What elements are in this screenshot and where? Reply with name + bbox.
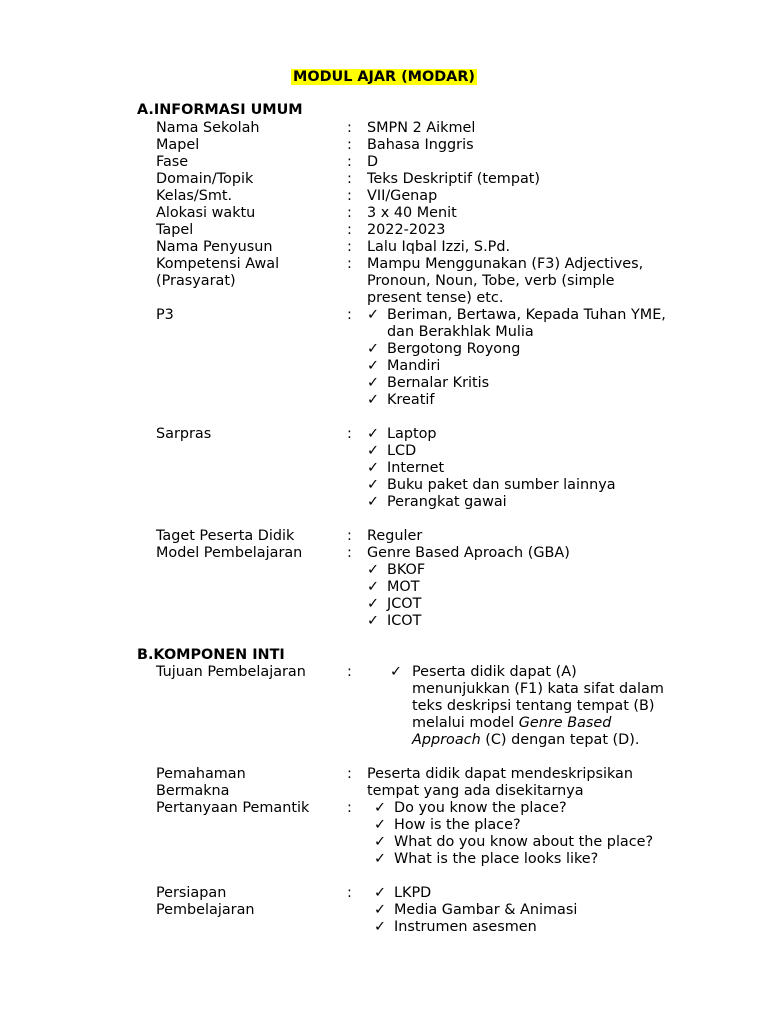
sarpras-item: ✓ LCD <box>367 443 417 459</box>
document-title: MODUL AJAR (MODAR) <box>293 69 475 85</box>
pertanyaan-item: ✓ How is the place? <box>374 817 521 833</box>
section-b-heading: B.KOMPONEN INTI <box>137 647 285 663</box>
check-icon: ✓ <box>367 613 380 629</box>
row-alokasi: Alokasi waktu : 3 x 40 Menit <box>156 205 457 221</box>
p3-item: ✓ Kreatif <box>367 392 435 408</box>
model-item: ✓ MOT <box>367 579 420 595</box>
check-icon: ✓ <box>367 443 380 459</box>
p3-item: ✓ Bernalar Kritis <box>367 375 490 391</box>
row-p3: P3 : ✓ Beriman, Bertawa, Kepada Tuhan YME, <box>156 307 666 323</box>
model-item: ✓ JCOT <box>367 596 422 612</box>
row-tujuan: Tujuan Pembelajaran : ✓ Peserta didik dapat (A) <box>156 664 577 680</box>
row-penyusun: Nama Penyusun : Lalu Iqbal Izzi, S.Pd. <box>156 239 511 255</box>
pertanyaan-item: ✓ Do you know the place? <box>374 800 567 816</box>
check-icon: ✓ <box>374 902 387 918</box>
row-kelas: Kelas/Smt. : VII/Genap <box>156 188 438 204</box>
check-icon: ✓ <box>367 562 380 578</box>
check-icon: ✓ <box>367 307 380 323</box>
persiapan-item: ✓ Media Gambar & Animasi <box>374 902 578 918</box>
row-pertanyaan: Pertanyaan Pemantik : ✓ Do you know the place? <box>156 800 567 816</box>
komponen-inti-table: Tujuan Pembelajaran : ✓ Peserta didik dapat (A) menunjukkan (F1) kata sifat dalam teks deskripsi tentang tempat (B) melalui model Genre Based Approach (C) dengan tepat (D). Pemahaman : Peserta didik dapat mendeskripsikan Bermakna tempat yang ada disekitarnya Pertanyaan Pemantik : ✓ Do you know the place? ✓ How is the place? ✓ What do you know about the place? ✓ What is the place looks like? Persiapan : ✓ LKPD Pembelajaran ✓ Media Gambar & Animasi ✓ Instrumen asesmen <box>0 664 768 936</box>
check-icon: ✓ <box>367 375 380 391</box>
row-mapel: Mapel : Bahasa Inggris <box>156 137 474 153</box>
row-nama-sekolah: Nama Sekolah : SMPN 2 Aikmel <box>156 120 476 136</box>
check-icon: ✓ <box>374 851 387 867</box>
check-icon: ✓ <box>374 919 387 935</box>
check-icon: ✓ <box>374 885 387 901</box>
check-icon: ✓ <box>367 426 380 442</box>
check-icon: ✓ <box>374 834 387 850</box>
row-target: Taget Peserta Didik : Reguler <box>156 528 423 544</box>
check-icon: ✓ <box>367 341 380 357</box>
check-icon: ✓ <box>374 817 387 833</box>
pertanyaan-item: ✓ What do you know about the place? <box>374 834 654 850</box>
p3-item: ✓ Beriman, Bertawa, Kepada Tuhan YME, <box>367 307 666 323</box>
sarpras-item: ✓ Laptop <box>367 426 437 442</box>
check-icon: ✓ <box>367 579 380 595</box>
check-icon: ✓ <box>367 596 380 612</box>
pertanyaan-item: ✓ What is the place looks like? <box>374 851 599 867</box>
check-icon: ✓ <box>367 358 380 374</box>
sarpras-item: ✓ Perangkat gawai <box>367 494 507 510</box>
model-item: ✓ BKOF <box>367 562 426 578</box>
sarpras-item: ✓ Internet <box>367 460 445 476</box>
row-kompetensi-2: (Prasyarat) Pronoun, Noun, Tobe, verb (simple <box>156 273 615 289</box>
row-kompetensi: Kompetensi Awal : Mampu Menggunakan (F3) Adjectives, <box>156 256 644 272</box>
p3-item: ✓ Bergotong Royong <box>367 341 521 357</box>
row-domain: Domain/Topik : Teks Deskriptif (tempat) <box>156 171 541 187</box>
row-model: Model Pembelajaran : Genre Based Aproach (GBA) <box>156 545 570 561</box>
row-sarpras: Sarpras : ✓ Laptop <box>156 426 437 442</box>
row-pemahaman: Pemahaman : Peserta didik dapat mendeskripsikan <box>156 766 633 782</box>
row-fase: Fase : D <box>156 154 379 170</box>
section-a-heading: A.INFORMASI UMUM <box>137 102 303 118</box>
row-persiapan: Persiapan : ✓ LKPD <box>156 885 432 901</box>
check-icon: ✓ <box>374 800 387 816</box>
p3-item-cont: dan Berakhlak Mulia <box>387 324 534 340</box>
sarpras-item: ✓ Buku paket dan sumber lainnya <box>367 477 616 493</box>
row-tapel: Tapel : 2022-2023 <box>156 222 446 238</box>
model-item: ✓ ICOT <box>367 613 422 629</box>
persiapan-item: ✓ LKPD <box>374 885 432 901</box>
check-icon: ✓ <box>367 494 380 510</box>
check-icon: ✓ <box>367 477 380 493</box>
check-icon: ✓ <box>390 664 403 680</box>
p3-item: ✓ Mandiri <box>367 358 441 374</box>
informasi-umum-table <box>0 120 768 630</box>
check-icon: ✓ <box>367 392 380 408</box>
check-icon: ✓ <box>367 460 380 476</box>
persiapan-item: ✓ Instrumen asesmen <box>374 919 537 935</box>
row-kompetensi-3: present tense) etc. <box>367 290 504 306</box>
